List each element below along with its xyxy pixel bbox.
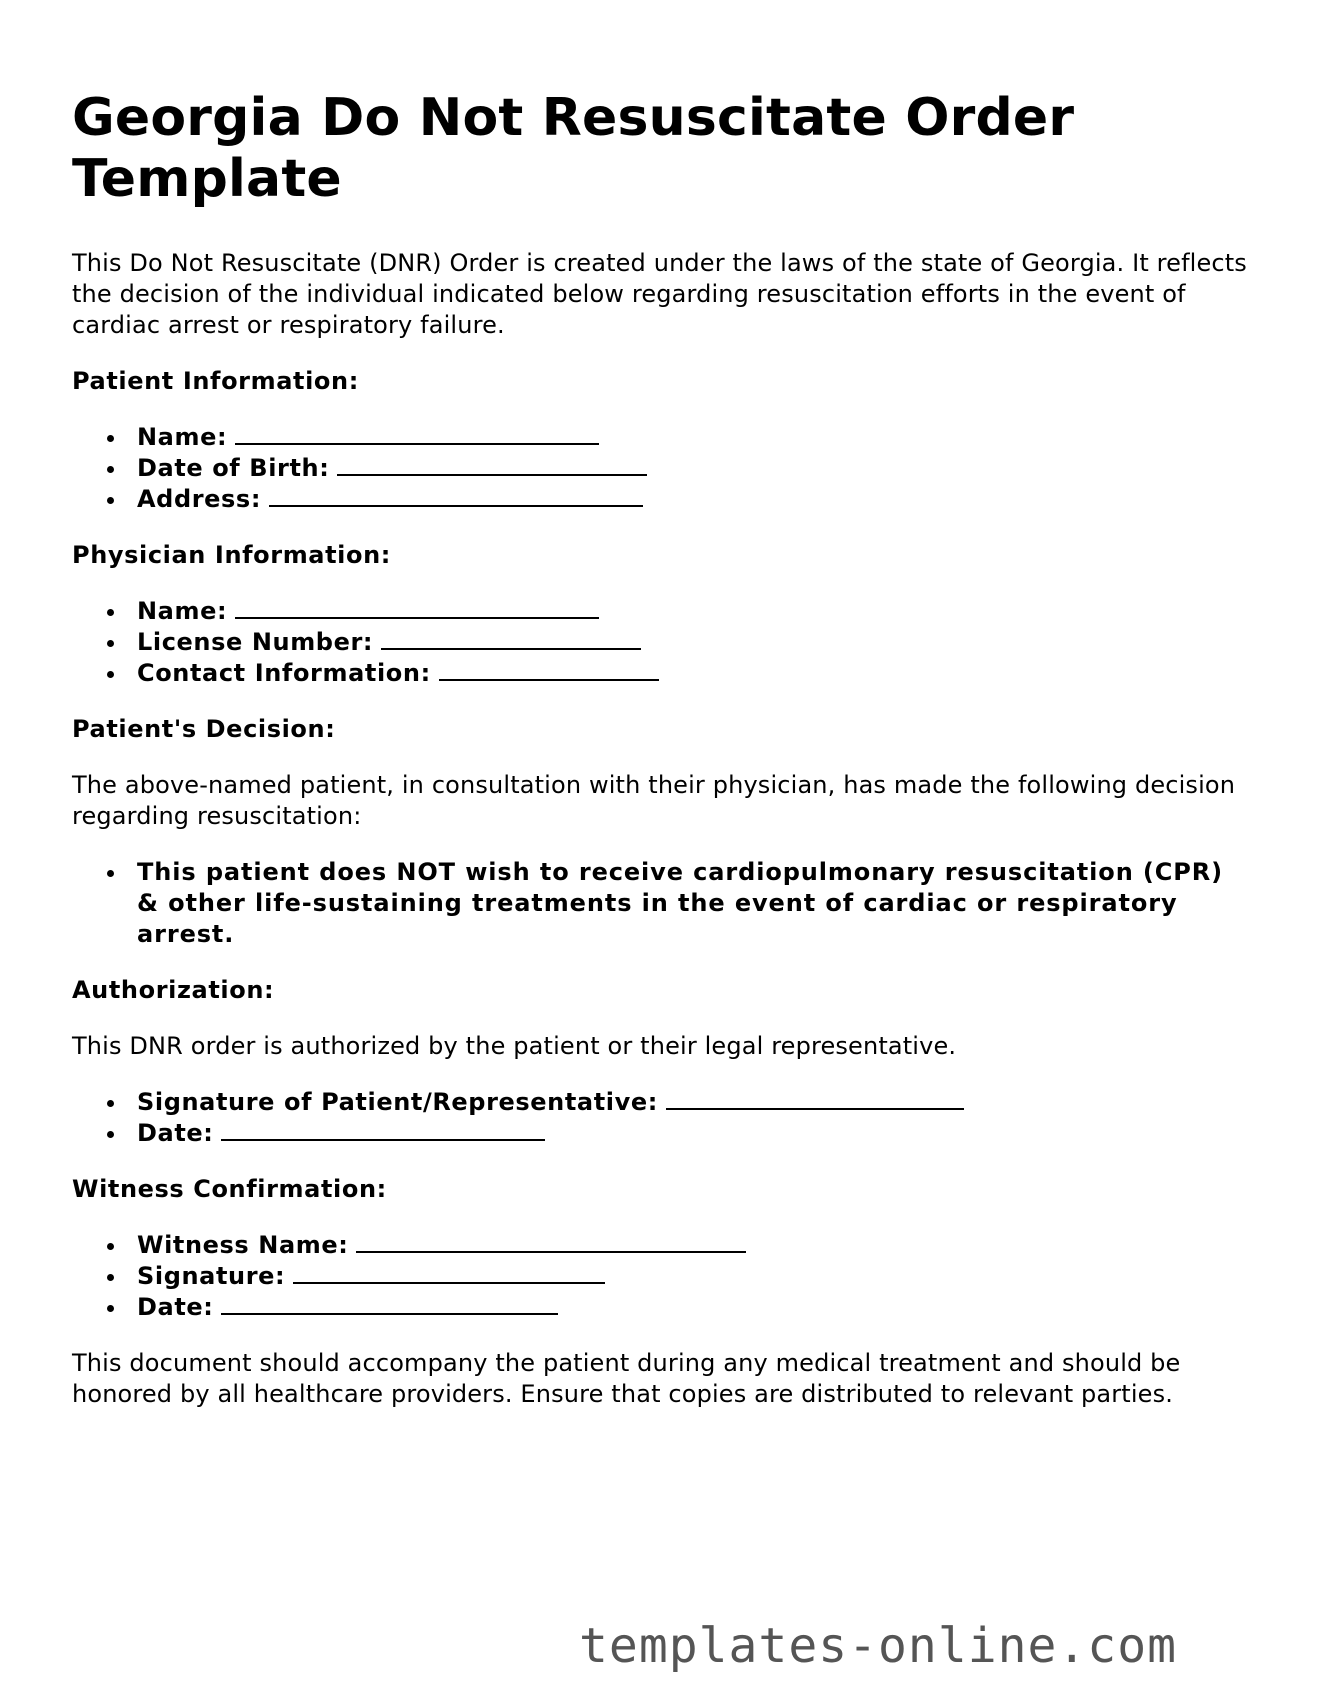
watermark: templates-online.com [579, 1618, 1177, 1674]
witness-name-field [72, 1230, 1252, 1261]
bullet-icon [107, 1243, 114, 1250]
field-label: License Number: [137, 628, 374, 656]
physician-info-list [72, 596, 1252, 689]
authorization-date-field [72, 1118, 1252, 1149]
witness-list [72, 1230, 1252, 1323]
witness-date-field [72, 1292, 1252, 1323]
bullet-icon [107, 609, 114, 616]
patient-address-field [72, 484, 1252, 515]
field-label: Name: [137, 597, 228, 625]
authorization-date-blank[interactable] [221, 1139, 545, 1141]
document-page [72, 88, 1252, 1435]
patient-name-blank[interactable] [235, 443, 599, 445]
bullet-icon [107, 671, 114, 678]
bullet-icon [107, 1305, 114, 1312]
field-label: Witness Name: [137, 1231, 349, 1259]
physician-name-field [72, 596, 1252, 627]
authorization-list [72, 1087, 1252, 1149]
physician-license-blank[interactable] [381, 648, 641, 650]
field-label: Contact Information: [137, 659, 431, 687]
bullet-icon [107, 1100, 114, 1107]
bullet-icon [107, 497, 114, 504]
field-label: Date: [137, 1119, 214, 1147]
decision-statement-text: This patient does NOT wish to receive cardiopulmonary resuscitation (CPR) & other life-sustaining treatments in the event of cardiac or respiratory arrest. [137, 858, 1224, 948]
field-label: Name: [137, 423, 228, 451]
patient-info-heading: Patient Information: [72, 367, 359, 395]
witness-name-blank[interactable] [356, 1251, 746, 1253]
closing-paragraph: This document should accompany the patient during any medical treatment and should be honored by all healthcare providers. Ensure that copies are distributed to relevant parties. [72, 1349, 1181, 1408]
decision-heading: Patient's Decision: [72, 715, 336, 743]
intro-paragraph: This Do Not Resuscitate (DNR) Order is created under the laws of the state of Georgia. It reflects the decision of the individual indicated below regarding resuscitation efforts in the event of cardiac arrest or respiratory failure. [72, 249, 1247, 339]
authorization-signature-blank[interactable] [666, 1108, 964, 1110]
authorization-heading: Authorization: [72, 976, 275, 1004]
bullet-icon [107, 466, 114, 473]
field-label: Signature of Patient/Representative: [137, 1088, 658, 1116]
witness-heading: Witness Confirmation: [72, 1175, 387, 1203]
decision-paragraph: The above-named patient, in consultation with their physician, has made the following decision regarding resuscitation: [72, 771, 1236, 830]
field-label: Signature: [137, 1262, 286, 1290]
physician-info-heading: Physician Information: [72, 541, 391, 569]
patient-dob-blank[interactable] [337, 474, 647, 476]
bullet-icon [107, 1274, 114, 1281]
physician-contact-blank[interactable] [439, 679, 659, 681]
field-label: Address: [137, 485, 262, 513]
witness-date-blank[interactable] [221, 1313, 558, 1315]
field-label: Date: [137, 1293, 214, 1321]
decision-list [72, 857, 1252, 950]
authorization-paragraph: This DNR order is authorized by the patient or their legal representative. [72, 1032, 957, 1060]
patient-info-list [72, 422, 1252, 515]
witness-signature-blank[interactable] [293, 1282, 605, 1284]
decision-statement [72, 857, 1252, 950]
field-label: Date of Birth: [137, 454, 330, 482]
patient-dob-field [72, 453, 1252, 484]
bullet-icon [107, 640, 114, 647]
physician-contact-field [72, 658, 1252, 689]
document-title: Georgia Do Not Resuscitate Order Template [72, 88, 1075, 209]
authorization-signature-field [72, 1087, 1252, 1118]
physician-name-blank[interactable] [235, 617, 599, 619]
witness-signature-field [72, 1261, 1252, 1292]
physician-license-field [72, 627, 1252, 658]
patient-address-blank[interactable] [269, 505, 643, 507]
bullet-icon [107, 870, 114, 877]
bullet-icon [107, 435, 114, 442]
bullet-icon [107, 1131, 114, 1138]
patient-name-field [72, 422, 1252, 453]
